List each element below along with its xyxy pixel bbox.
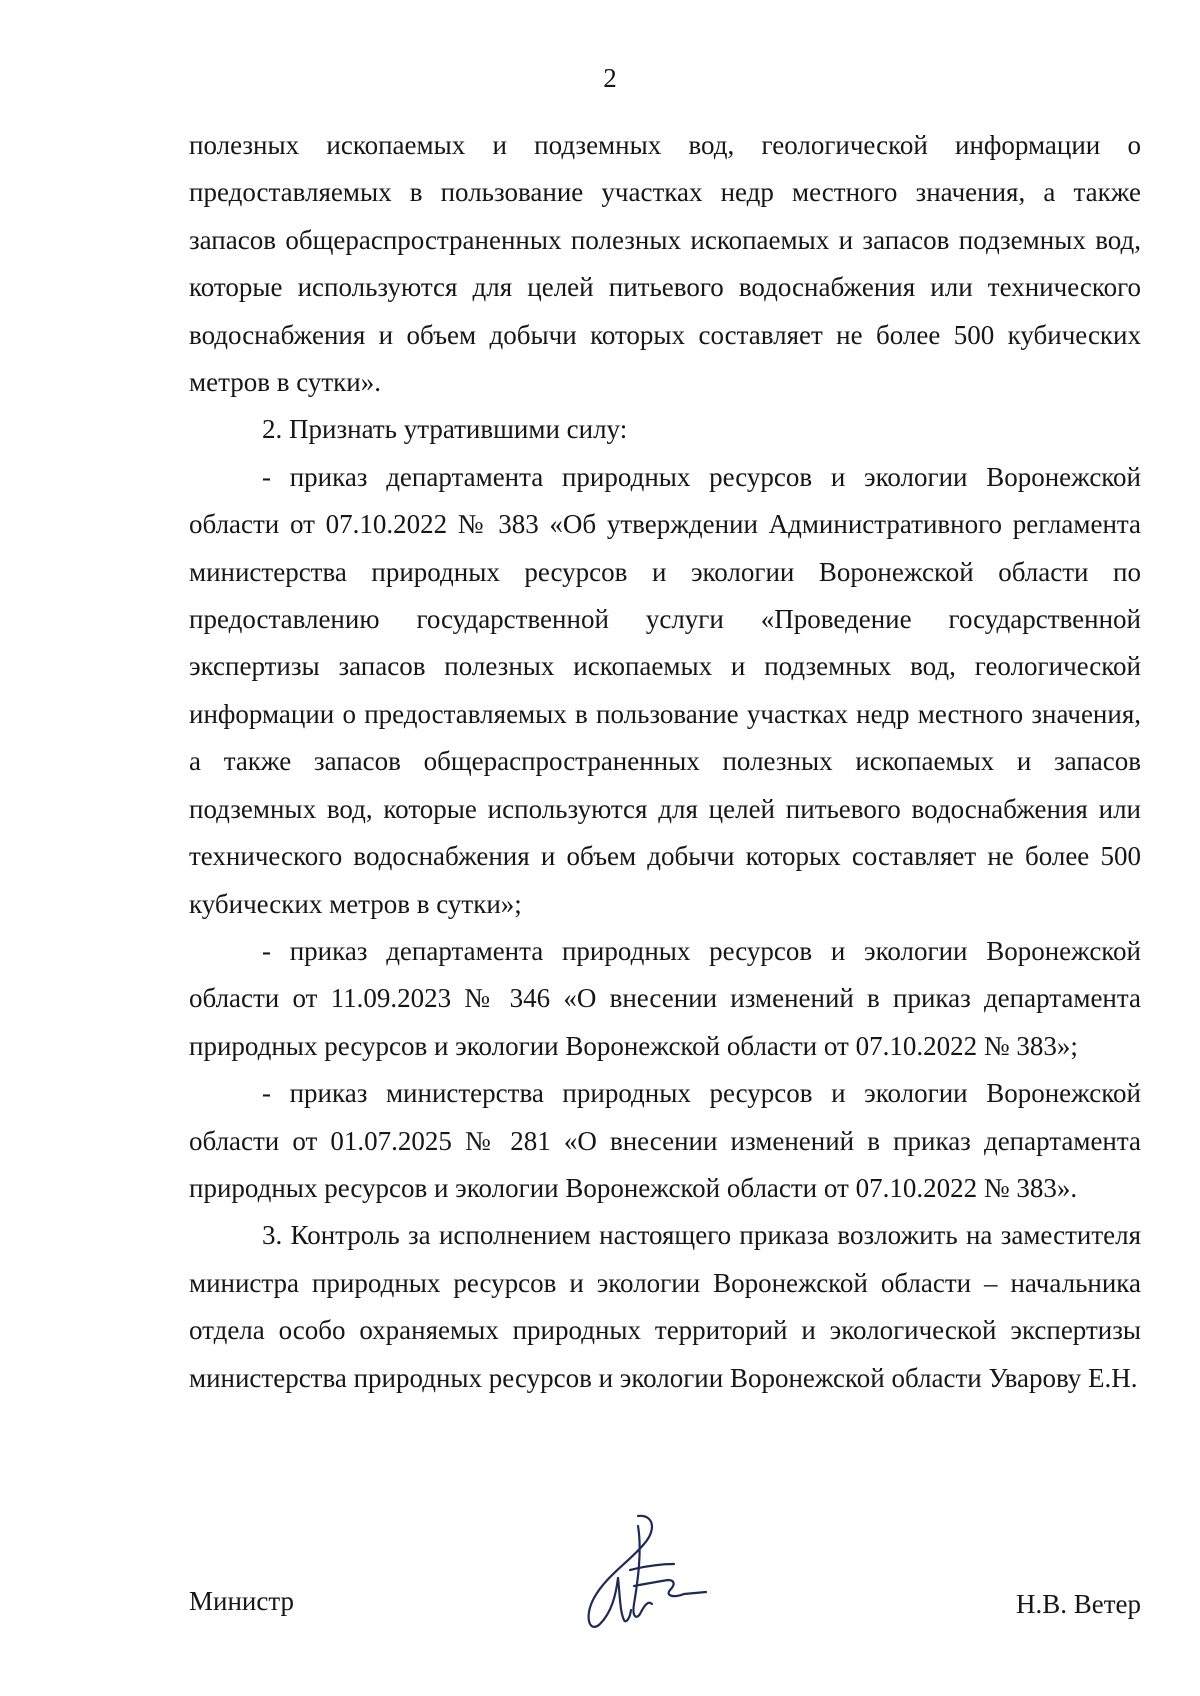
signatory-name: Н.В. Ветер: [1015, 1589, 1141, 1619]
paragraph-item-3-control: 3. Контроль за исполнением настоящего приказа возложить на заместителя министра природных ресурсов и экологии Воронежской области – начальника отдела особо охраняемых природных территорий и экологической экспертизы министерства природных ресурсов и экологии Воронежской области Уварову Е.Н.: [189, 1220, 1141, 1393]
page-number: 2: [603, 63, 617, 93]
signatory-title: Министр: [189, 1586, 294, 1616]
paragraph-repealed-order-1: - приказ департамента природных ресурсов и экологии Воронежской области от 07.10.2022 № 383 «Об утверждении Административного регламента министерства природных ресурсов и экологии Воронежской области по предоставлению государственной услуги «Проведение государственной экспертизы запасов полезных ископаемых и подземных вод, геологической информации о предоставляемых в пользование участках недр местного значения, а также запасов общераспространенных полезных ископаемых и запасов подземных вод, которые используются для целей питьевого водоснабжения или технического водоснабжения и объем добычи которых составляет не более 500 кубических метров в сутки»;: [189, 461, 1141, 919]
handwritten-signature: [534, 1510, 714, 1640]
paragraph-repealed-order-3: - приказ министерства природных ресурсов и экологии Воронежской области от 01.07.2025 № 281 «О внесении изменений в приказ департамента природных ресурсов и экологии Воронежской области от 07.10.2022 № 383».: [189, 1078, 1141, 1203]
document-body: [189, 122, 1141, 1402]
paragraph-continuation: полезных ископаемых и подземных вод, геологической информации о предоставляемых в пользование участках недр местного значения, а также запасов общераспространенных полезных ископаемых и запасов подземных вод, которые используются для целей питьевого водоснабжения или технического водоснабжения и объем добычи которых составляет не более 500 кубических метров в сутки».: [189, 130, 1141, 398]
signature-block: [189, 1510, 1141, 1640]
paragraph-repealed-order-2: - приказ департамента природных ресурсов и экологии Воронежской области от 11.09.2023 № 346 «О внесении изменений в приказ департамента природных ресурсов и экологии Воронежской области от 07.10.2022 № 383»;: [189, 935, 1141, 1061]
paragraph-item-2: 2. Признать утратившими силу:: [262, 414, 628, 445]
